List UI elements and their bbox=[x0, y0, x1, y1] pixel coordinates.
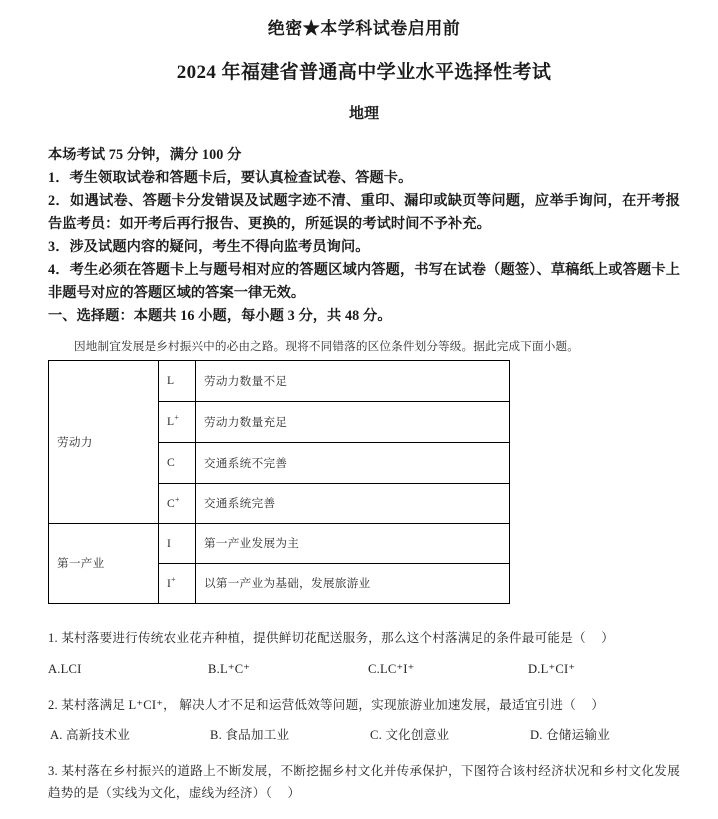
table-cell-description: 第一产业发展为主 bbox=[196, 523, 510, 563]
table-cell-description: 劳动力数量充足 bbox=[196, 401, 510, 442]
option-c-label: C. bbox=[368, 661, 380, 676]
table-cell-symbol bbox=[159, 360, 196, 401]
symbol-base: I bbox=[167, 576, 172, 590]
option-d-label: D. bbox=[530, 728, 543, 743]
option-b-text: 食品加工业 bbox=[225, 728, 290, 743]
question-2 bbox=[48, 695, 680, 746]
question-3-text: 某村落在乡村振兴的道路上不断发展，不断挖掘乡村文化并传承保护，下图符合该村经济状况和乡村文化发展趋势的是（实线为文化，虚线为经济）（ bbox=[48, 764, 680, 801]
option-d[interactable] bbox=[528, 659, 688, 679]
option-a-label: A. bbox=[50, 728, 63, 743]
table-row bbox=[49, 523, 510, 563]
table-cell-symbol bbox=[159, 483, 196, 523]
question-3-stem-tail: ） bbox=[287, 786, 301, 801]
passage-text: 因地制宜发展是乡村振兴中的必由之路。现将不同错落的区位条件划分等级。据此完成下面小题。 bbox=[74, 339, 579, 353]
instruction-item-3: 3．涉及试题内容的疑问，考生不得向监考员询问。 bbox=[48, 238, 370, 255]
option-d-text: L⁺CI⁺ bbox=[540, 661, 576, 676]
option-b[interactable] bbox=[210, 725, 370, 745]
question-1-options bbox=[48, 659, 680, 679]
option-b-label: B. bbox=[210, 728, 222, 743]
question-1-text: 某村落要进行传统农业花卉种植，提供鲜切花配送服务，那么这个村落满足的条件最可能是（ bbox=[61, 630, 586, 645]
option-d-label: D. bbox=[528, 661, 541, 676]
table-cell-description: 以第一产业为基础，发展旅游业 bbox=[196, 563, 510, 603]
option-b-text: L⁺C⁺ bbox=[219, 661, 251, 676]
question-2-blank bbox=[576, 698, 591, 712]
question-1-stem bbox=[48, 628, 680, 650]
question-3-number: 3. bbox=[48, 764, 58, 779]
table-cell-symbol bbox=[159, 401, 196, 442]
question-3 bbox=[48, 761, 680, 804]
option-a-text: 高新技术业 bbox=[66, 728, 130, 743]
table-cell-category: 第一产业 bbox=[49, 523, 159, 603]
option-c[interactable] bbox=[370, 725, 530, 745]
option-a[interactable] bbox=[50, 725, 210, 745]
symbol-base: L bbox=[167, 374, 175, 388]
symbol-superscript: + bbox=[171, 575, 176, 585]
section-heading-multiple-choice: 一、选择题：本题共 16 小题，每小题 3 分，共 48 分。 bbox=[48, 307, 392, 324]
question-1 bbox=[48, 628, 680, 679]
question-2-number: 2. bbox=[48, 697, 58, 712]
option-c[interactable] bbox=[368, 659, 528, 679]
question-1-blank bbox=[586, 631, 601, 645]
table-cell-symbol bbox=[159, 523, 196, 563]
questions-block bbox=[48, 628, 680, 805]
question-2-text: 某村落满足 L⁺CI⁺， 解决人才不足和运营低效等问题，实现旅游业加速发展，最适宜引进（ bbox=[61, 697, 576, 712]
exam-title: 2024 年福建省普通高中学业水平选择性考试 bbox=[176, 61, 552, 83]
exam-duration-line: 本场考试 75 分钟，满分 100 分 bbox=[48, 146, 242, 163]
table-cell-description: 劳动力数量不足 bbox=[196, 360, 510, 401]
symbol-base: C bbox=[167, 496, 176, 510]
table-cell-description: 交通系统完善 bbox=[196, 483, 510, 523]
option-a-label: A. bbox=[48, 661, 61, 676]
symbol-base: C bbox=[167, 456, 176, 470]
table-cell-category: 劳动力 bbox=[49, 360, 159, 523]
question-2-options bbox=[48, 725, 680, 745]
symbol-superscript: + bbox=[174, 413, 180, 423]
option-b[interactable] bbox=[208, 659, 368, 679]
instructions-block bbox=[48, 144, 680, 328]
option-b-label: B. bbox=[208, 661, 220, 676]
exam-subject: 地理 bbox=[348, 106, 379, 122]
confidential-notice: 绝密★本学科试卷启用前 bbox=[267, 19, 461, 38]
condition-table bbox=[48, 360, 510, 604]
instruction-item-4: 4．考生必须在答题卡上与题号相对应的答题区域内答题，书写在试卷（题签）、草稿纸上或答题卡上非题号对应的答题区域的答案一律无效。 bbox=[48, 261, 680, 301]
symbol-superscript: + bbox=[175, 495, 180, 505]
option-d-text: 仓储运输业 bbox=[546, 728, 610, 743]
symbol-base: L bbox=[167, 415, 175, 429]
option-c-text: LC⁺I⁺ bbox=[379, 661, 415, 676]
condition-table-body bbox=[49, 360, 510, 603]
instruction-item-2: 2．如遇试卷、答题卡分发错误及试题字迹不清、重印、漏印或缺页等问题，应举手询问，在开考报告监考员：如开考后再行报告、更换的，所延误的考试时间不予补充。 bbox=[48, 192, 680, 232]
table-cell-description: 交通系统不完善 bbox=[196, 442, 510, 483]
table-cell-symbol bbox=[159, 442, 196, 483]
question-3-blank bbox=[272, 786, 287, 800]
question-3-stem bbox=[48, 761, 680, 804]
table-cell-symbol bbox=[159, 563, 196, 603]
question-2-stem-tail: ） bbox=[591, 697, 605, 712]
option-a-text: LCI bbox=[60, 661, 82, 676]
table-row bbox=[49, 360, 510, 401]
option-c-text: 文化创意业 bbox=[385, 728, 450, 743]
question-1-number: 1. bbox=[48, 630, 58, 645]
option-c-label: C. bbox=[370, 728, 382, 743]
question-1-stem-tail: ） bbox=[601, 630, 615, 645]
option-a[interactable] bbox=[48, 659, 208, 679]
option-d[interactable] bbox=[530, 725, 690, 745]
symbol-base: I bbox=[167, 536, 172, 550]
question-2-stem bbox=[48, 695, 680, 717]
instruction-item-1: 1．考生领取试卷和答题卡后，要认真检查试卷、答题卡。 bbox=[48, 169, 413, 186]
